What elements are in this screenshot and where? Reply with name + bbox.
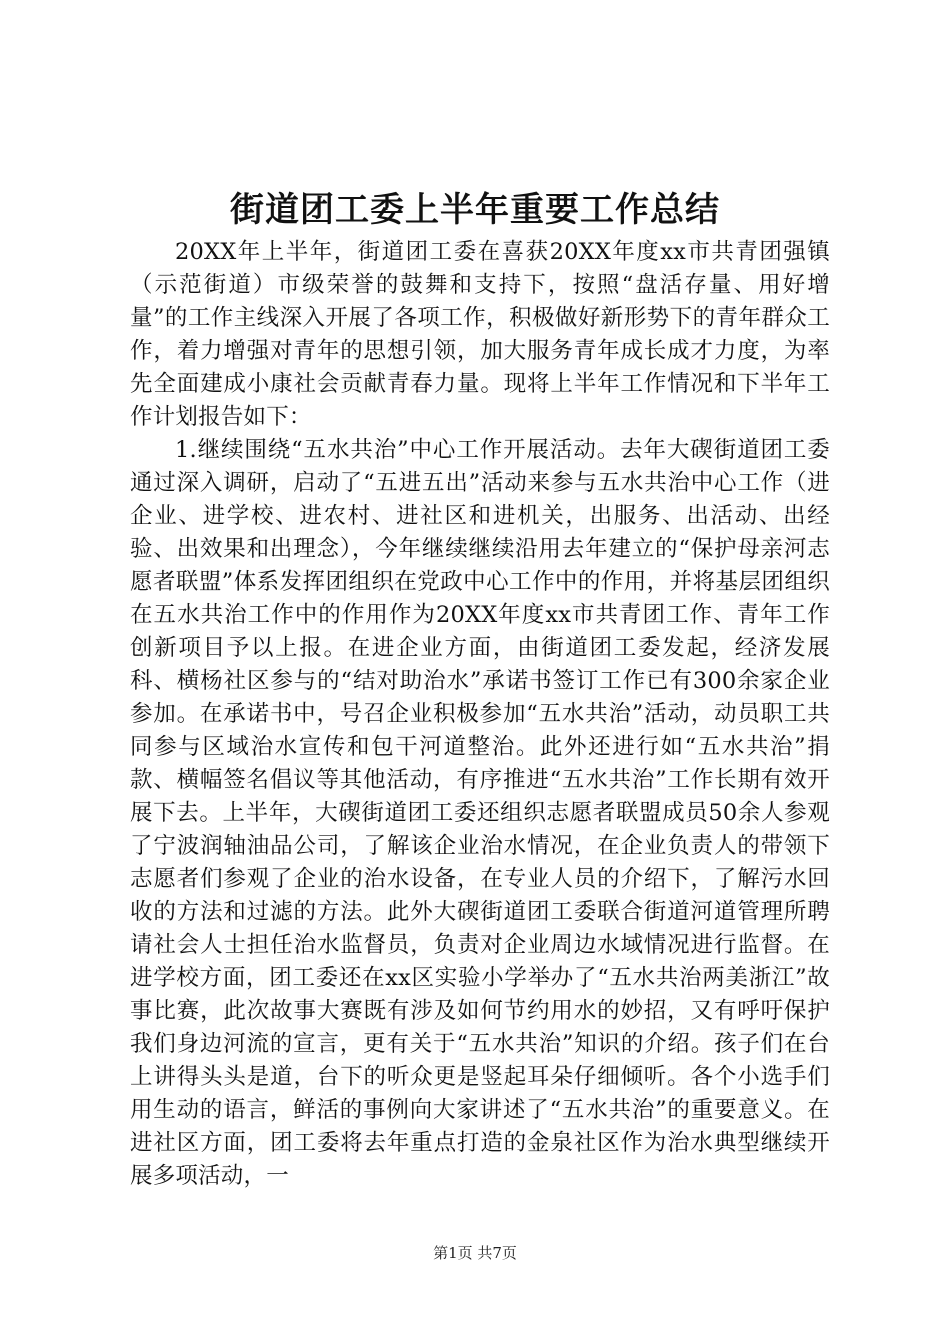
paragraph-intro: 20XX年上半年，街道团工委在喜获20XX年度xx市共青团强镇（示范街道）市级荣誉的鼓舞和支持下，按照“盘活存量、用好增量”的工作主线深入开展了各项工作，积极做好新形势下的青年群众工作，着力增强对青年的思想引领，加大服务青年成长成才力度，为率先全面建成小康社会贡献青春力量。现将上半年工作情况和下半年工作计划报告如下： <box>130 239 830 430</box>
document-title: 街道团工委上半年重要工作总结 <box>230 190 720 230</box>
page-number-footer: 第1页 共7页 <box>433 1244 517 1262</box>
document-body <box>130 236 830 1193</box>
paragraph-section-1: 1.继续围绕“五水共治”中心工作开展活动。去年大碶街道团工委通过深入调研，启动了“五进五出”活动来参与五水共治中心工作（进企业、进学校、进农村、进社区和进机关，出服务、出活动、出经验、出效果和出理念），今年继续继续沿用去年建立的“保护母亲河志愿者联盟”体系发挥团组织在党政中心工作中的作用，并将基层团组织在五水共治工作中的作用作为20XX年度xx市共青团工作、青年工作创新项目予以上报。在进企业方面，由街道团工委发起，经济发展科、横杨社区参与的“结对助治水”承诺书签订工作已有300余家企业参加。在承诺书中，号召企业积极参加“五水共治”活动，动员职工共同参与区域治水宣传和包干河道整治。此外还进行如“五水共治”捐款、横幅签名倡议等其他活动，有序推进“五水共治”工作长期有效开展下去。上半年，大碶街道团工委还组织志愿者联盟成员50余人参观了宁波润轴油品公司，了解该企业治水情况，在企业负责人的带领下志愿者们参观了企业的治水设备，在专业人员的介绍下，了解污水回收的方法和过滤的方法。此外大碶街道团工委联合街道河道管理所聘请社会人士担任治水监督员，负责对企业周边水域情况进行监督。在进学校方面，团工委还在xx区实验小学举办了“五水共治两美浙江”故事比赛，此次故事大赛既有涉及如何节约用水的妙招，又有呼吁保护我们身边河流的宣言，更有关于“五水共治”知识的介绍。孩子们在台上讲得头头是道，台下的听众更是竖起耳朵仔细倾听。各个小选手们用生动的语言，鲜活的事例向大家讲述了“五水共治”的重要意义。在进社区方面，团工委将去年重点打造的金泉社区作为治水典型继续开展多项活动，一 <box>130 437 830 1189</box>
